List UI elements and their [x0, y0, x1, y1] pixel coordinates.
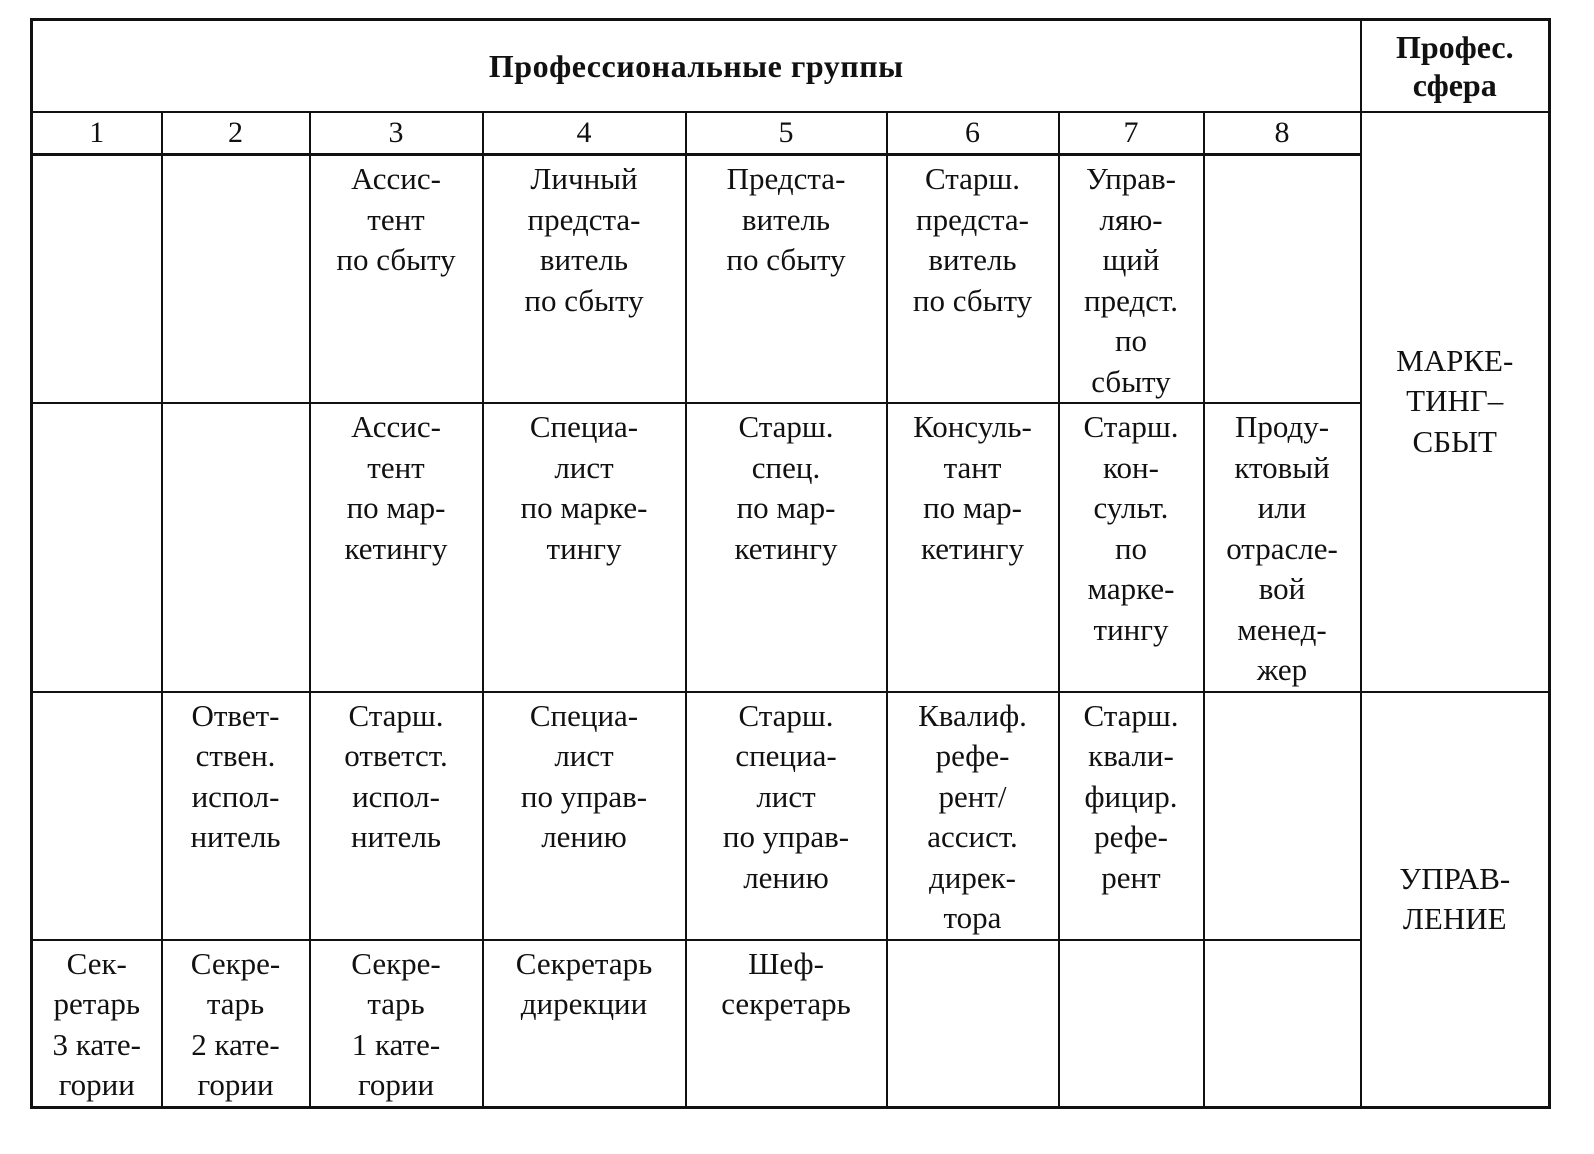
cell-text — [888, 156, 1058, 321]
sphere-header-line: сфера — [1412, 66, 1497, 103]
table-title — [32, 20, 1361, 112]
table-cell — [310, 940, 483, 1108]
group-number-cell: 8 — [1204, 112, 1361, 155]
cell-text-line: 1 кате- — [351, 1026, 441, 1062]
cell-text-line: ассист. — [927, 819, 1018, 854]
cell-text-line: Старш. — [1083, 697, 1179, 733]
cell-text — [1205, 941, 1360, 944]
group-number-cell: 2 — [162, 112, 310, 155]
table-cell — [1059, 403, 1204, 692]
cell-text-line: Секретарь — [515, 945, 653, 981]
table-cell — [887, 155, 1059, 404]
cell-text-line: сульт. — [1093, 490, 1169, 525]
cell-text-line: предста- — [916, 201, 1029, 237]
table-cell — [686, 403, 887, 692]
table-cell — [310, 155, 483, 404]
cell-text — [1205, 404, 1360, 691]
cell-text-line: Ассис- — [351, 409, 441, 444]
cell-text-line: Управ- — [1085, 161, 1177, 196]
cell-text-line: Ответ- — [191, 697, 280, 733]
cell-text — [163, 693, 309, 858]
cell-text-line: дирекции — [520, 986, 648, 1021]
cell-text-line: дирек- — [928, 859, 1016, 895]
cell-text-line: менед- — [1237, 611, 1327, 647]
group-number-cell: 1 — [32, 112, 162, 155]
cell-text-line: Секре- — [190, 945, 281, 981]
cell-text-line: специа- — [735, 738, 837, 773]
cell-text-line: тора — [943, 900, 1002, 935]
cell-text — [888, 404, 1058, 569]
cell-text-line: гории — [197, 1067, 274, 1102]
table-cell — [32, 403, 162, 692]
cell-text-line: ляю- — [1099, 201, 1163, 237]
cell-text — [311, 693, 482, 858]
cell-text-line: по — [1114, 323, 1148, 358]
cell-text-line: спец. — [751, 449, 821, 485]
cell-text-line: витель — [539, 242, 629, 277]
cell-text-line: Старш. — [738, 697, 834, 733]
cell-text-line: ствен. — [195, 738, 276, 773]
group-number-cell: 6 — [887, 112, 1059, 155]
cell-text-line: тент — [367, 449, 425, 485]
group-number-cell: 7 — [1059, 112, 1204, 155]
cell-text-line: по мар- — [923, 490, 1022, 525]
cell-text-line: тингу — [546, 530, 622, 566]
cell-text-line: по — [1114, 530, 1148, 566]
cell-text — [687, 156, 886, 281]
table-cell — [1204, 940, 1361, 1108]
cell-text-line: по сбыту — [336, 242, 456, 277]
cell-text-line: лист — [554, 738, 614, 773]
cell-text-line: секретарь — [721, 986, 851, 1021]
cell-text-line: по сбыту — [726, 242, 846, 277]
cell-text-line: Сек- — [66, 945, 127, 981]
cell-text — [163, 404, 309, 407]
cell-text-line: тент — [367, 201, 425, 237]
cell-text-line: по марке- — [520, 490, 648, 525]
cell-text — [484, 404, 685, 569]
cell-text-line: Специа- — [529, 697, 639, 733]
cell-text — [687, 693, 886, 899]
cell-text-line: Специа- — [529, 409, 639, 444]
table-cell — [1204, 692, 1361, 940]
cell-text — [1060, 156, 1203, 402]
table-cell — [32, 155, 162, 404]
cell-text-line: или — [1257, 490, 1307, 525]
table-cell — [162, 403, 310, 692]
cell-text-line: тарь — [367, 986, 425, 1021]
cell-text-line: Предста- — [726, 161, 846, 196]
cell-text-line: нитель — [350, 819, 442, 854]
cell-text-line: лению — [743, 859, 829, 895]
cell-text-line: рефе- — [935, 738, 1010, 773]
cell-text-line: Личный — [530, 161, 638, 196]
cell-text — [311, 404, 482, 569]
table-cell — [686, 692, 887, 940]
cell-text-line: вой — [1258, 571, 1306, 606]
table-row — [32, 155, 1550, 404]
cell-text — [33, 693, 161, 696]
cell-text-line: по мар- — [736, 490, 836, 525]
cell-text-line: рент — [1101, 859, 1161, 895]
table-row — [32, 940, 1550, 1108]
cell-text-line: кетингу — [734, 530, 838, 566]
table-cell — [686, 155, 887, 404]
table-cell — [162, 692, 310, 940]
group-number-row — [32, 112, 1550, 155]
cell-text-line: витель — [928, 242, 1017, 277]
cell-text — [1205, 693, 1360, 696]
cell-text-line: кон- — [1103, 449, 1159, 485]
sphere-header — [1361, 20, 1550, 112]
table-title-text: Профессиональные группы — [488, 47, 904, 84]
cell-text-line: нитель — [190, 819, 281, 854]
sphere-label-line: УПРАВ- — [1399, 860, 1511, 896]
cell-text — [1060, 941, 1203, 944]
cell-text-line: Старш. — [348, 697, 444, 733]
cell-text-line: щий — [1102, 242, 1160, 277]
table-cell — [1204, 155, 1361, 404]
table-cell — [162, 155, 310, 404]
group-number-cell: 3 — [310, 112, 483, 155]
cell-text-line: Секре- — [351, 945, 441, 981]
table-row — [32, 692, 1550, 940]
cell-text-line: Старш. — [738, 409, 834, 444]
cell-text — [687, 404, 886, 569]
group-number-cell: 4 — [483, 112, 686, 155]
table-row — [32, 403, 1550, 692]
group-number-cell: 5 — [686, 112, 887, 155]
cell-text-line: ктовый — [1234, 449, 1330, 485]
cell-text-line: по сбыту — [912, 282, 1033, 318]
table-cell — [1059, 155, 1204, 404]
table-cell — [887, 940, 1059, 1108]
cell-text-line: Старш. — [1083, 409, 1179, 444]
cell-text-line: по управ- — [722, 819, 850, 854]
cell-text-line: 2 кате- — [191, 1026, 280, 1062]
table-cell — [1204, 403, 1361, 692]
sphere-label-line: СБЫТ — [1412, 423, 1497, 459]
table-cell — [483, 403, 686, 692]
cell-text-line: ретарь — [53, 986, 141, 1021]
sphere-label-line: МАРКЕ- — [1396, 342, 1514, 378]
cell-text-line: отрасле- — [1226, 530, 1338, 566]
table-cell — [686, 940, 887, 1108]
table-cell — [162, 940, 310, 1108]
cell-text-line: рент/ — [938, 778, 1007, 814]
cell-text-line: тингу — [1093, 611, 1169, 647]
cell-text-line: испол- — [191, 778, 280, 814]
cell-text-line: марке- — [1087, 571, 1175, 606]
sphere-label-line: ТИНГ– — [1406, 383, 1504, 419]
cell-text — [484, 693, 685, 858]
cell-text — [1060, 404, 1203, 650]
cell-text-line: по управ- — [520, 778, 648, 814]
cell-text-line: тант — [943, 449, 1002, 485]
cell-text — [687, 941, 886, 1025]
table-cell — [483, 940, 686, 1108]
cell-text-line: ответст. — [344, 738, 448, 773]
sphere-label-line: ЛЕНИЕ — [1402, 901, 1507, 936]
table-cell — [887, 403, 1059, 692]
cell-text-line: кетингу — [921, 530, 1024, 566]
cell-text — [163, 156, 309, 159]
cell-text-line: гории — [357, 1067, 435, 1102]
cell-text-line: Шеф- — [748, 945, 824, 981]
cell-text-line: по мар- — [346, 490, 446, 525]
table-cell — [1059, 940, 1204, 1108]
cell-text-line: предст. — [1084, 282, 1178, 318]
cell-text-line: лист — [756, 778, 816, 814]
cell-text-line: сбыту — [1091, 363, 1171, 399]
cell-text-line: рефе- — [1094, 819, 1168, 854]
cell-text — [33, 404, 161, 407]
cell-text-line: лист — [554, 449, 614, 485]
sphere-cell — [1361, 112, 1550, 692]
cell-text-line: Проду- — [1234, 409, 1330, 444]
sphere-header-line: Профес. — [1395, 28, 1514, 65]
table-cell — [310, 692, 483, 940]
sphere-cell — [1361, 692, 1550, 1108]
cell-text-line: тарь — [206, 986, 265, 1021]
table-cell — [310, 403, 483, 692]
cell-text-line: Старш. — [924, 161, 1021, 196]
cell-text — [1205, 156, 1360, 159]
cell-text — [888, 941, 1058, 944]
cell-text — [484, 941, 685, 1025]
cell-text-line: витель — [741, 201, 831, 237]
cell-text-line: предста- — [527, 201, 641, 237]
cell-text — [33, 941, 161, 1106]
professional-groups-table — [30, 18, 1551, 1109]
cell-text-line: жер — [1256, 652, 1308, 687]
cell-text — [484, 156, 685, 321]
cell-text — [163, 941, 309, 1106]
table-cell — [32, 692, 162, 940]
cell-text — [311, 156, 482, 281]
cell-text-line: фицир. — [1084, 778, 1178, 814]
cell-text-line: испол- — [352, 778, 440, 814]
cell-text — [888, 693, 1058, 939]
table-cell — [1059, 692, 1204, 940]
table-cell — [483, 155, 686, 404]
cell-text-line: Консуль- — [913, 409, 1032, 444]
cell-text-line: по сбыту — [524, 282, 644, 318]
cell-text — [311, 941, 482, 1106]
cell-text — [33, 156, 161, 159]
cell-text-line: лению — [541, 819, 627, 854]
cell-text-line: Ассис- — [351, 161, 441, 196]
cell-text-line: кетингу — [344, 530, 448, 566]
cell-text-line: Квалиф. — [918, 697, 1027, 733]
cell-text-line: 3 кате- — [52, 1026, 141, 1062]
table-cell — [483, 692, 686, 940]
table-cell — [887, 692, 1059, 940]
table-cell — [32, 940, 162, 1108]
cell-text-line: гории — [58, 1067, 135, 1102]
cell-text — [1060, 693, 1203, 899]
cell-text-line: квали- — [1088, 738, 1174, 773]
